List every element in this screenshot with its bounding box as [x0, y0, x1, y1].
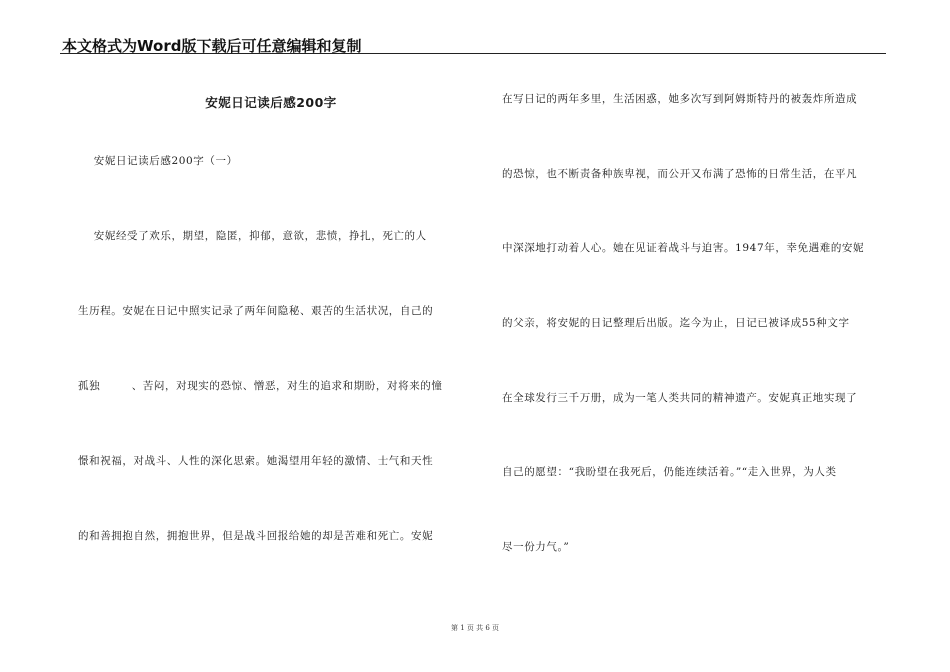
- paragraph-line: 的恐惊，也不断责备种族卑视，而公开又布满了恐怖的日常生活，在平凡: [502, 168, 858, 180]
- page-title: 安妮日记读后感200字: [205, 95, 337, 110]
- paragraph-line: 憬和祝福，对战斗、人性的深化思索。她渴望用年轻的激情、士气和天性: [78, 455, 434, 467]
- paragraph-line: 的父亲，将安妮的日记整理后出版。迄今为止，日记已被译成55种文字: [502, 317, 850, 329]
- paragraph-line: 生历程。安妮在日记中照实记录了两年间隐秘、艰苦的生活状况，自己的: [78, 305, 434, 317]
- paragraph-line: 自己的愿望：“我盼望在我死后，仍能连续活着。”“走入世界，为人类: [502, 466, 837, 478]
- document-header: 本文格式为Word版下载后可任意编辑和复制: [62, 37, 362, 55]
- paragraph-line: 在写日记的两年多里，生活困惑，她多次写到阿姆斯特丹的被轰炸所造成: [502, 93, 858, 105]
- paragraph-line: 在全球发行三千万册，成为一笔人类共同的精神遗产。安妮真正地实现了: [502, 392, 858, 404]
- paragraph-line: 孤独 、苦闷，对现实的恐惊、憎恶，对生的追求和期盼，对将来的憧: [78, 380, 443, 392]
- paragraph-line: 安妮经受了欢乐，期望，隐匿，抑郁，意欲，悲愤，挣扎，死亡的人: [78, 230, 427, 242]
- header-divider: [60, 53, 886, 54]
- paragraph-line: 的和善拥抱自然，拥抱世界，但是战斗回报给她的却是苦难和死亡。安妮: [78, 530, 434, 542]
- paragraph-line: 中深深地打动着人心。她在见证着战斗与迫害。1947年，幸免遇难的安妮: [502, 242, 865, 254]
- paragraph-line: 尽一份力气。”: [502, 541, 570, 553]
- page-number: 第 1 页 共 6 页: [450, 624, 500, 632]
- paragraph-line: 安妮日记读后感200字（一）: [78, 155, 238, 167]
